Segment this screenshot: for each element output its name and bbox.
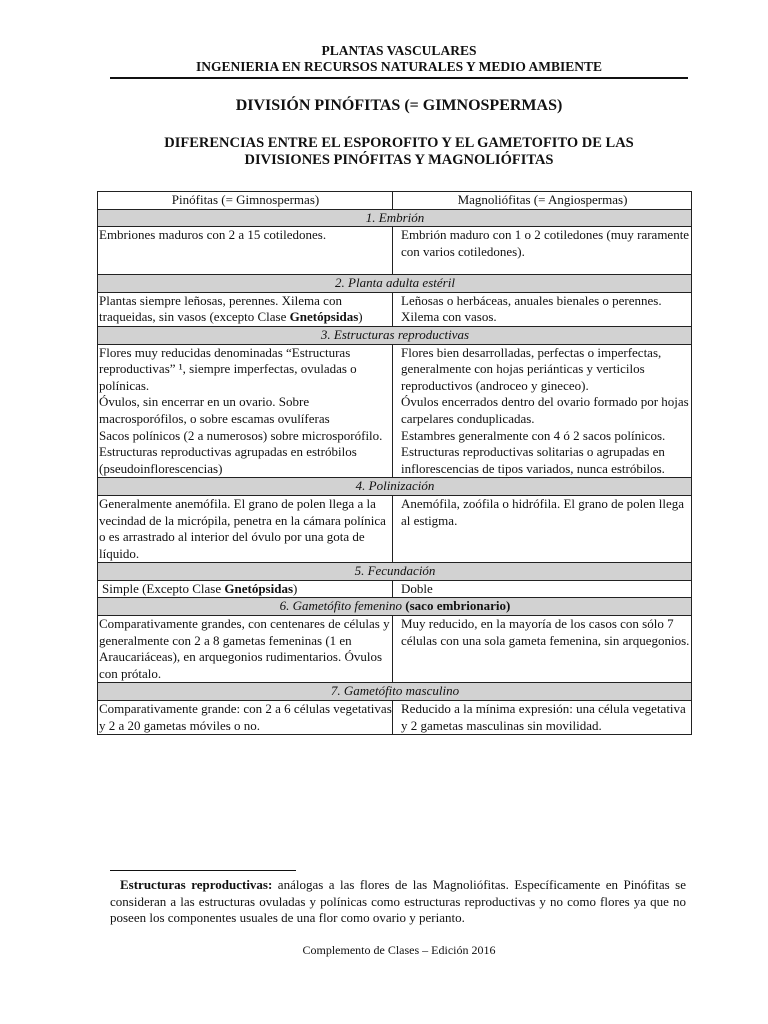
cell-text: Doble	[401, 580, 433, 596]
cell-magnoliofitas-polinizacion	[393, 495, 692, 562]
footnote-separator	[110, 870, 296, 871]
subtitle-line-1: DIFERENCIAS ENTRE EL ESPOROFITO Y EL GAMETOFITO DE LAS	[164, 135, 634, 151]
cell-text: Embrión maduro con 1 o 2 cotiledones (muy raramente con varios cotiledones).	[401, 227, 690, 259]
table-row	[98, 227, 692, 275]
table-row	[98, 292, 692, 326]
subtitle-line-2: DIVISIONES PINÓFITAS Y MAGNOLIÓFITAS	[244, 152, 554, 168]
cell-text: Estambres generalmente con 4 ó 2 sacos polínicos.	[401, 427, 666, 443]
cell-magnoliofitas-embrion	[393, 227, 692, 275]
header-course: PLANTAS VASCULARES	[321, 43, 477, 58]
section-header-fecundacion: 5. Fecundación	[98, 563, 692, 581]
cell-text: Reducido a la mínima expresión: una célula vegetativa y 2 gametas masculinas sin movilidad.	[401, 701, 686, 733]
cell-text: Muy reducido, en la mayoría de los casos con sólo 7 células con una sola gameta femenina, sin arquegonios.	[401, 616, 690, 648]
cell-magnoliofitas-gametofito-masculino	[393, 701, 692, 735]
cell-pinofitas-polinizacion	[98, 495, 393, 562]
cell-text: Anemófila, zoófila o hidrófila. El grano de polen llega al estigma.	[401, 495, 685, 528]
footnote-term: Estructuras reproductivas:	[120, 877, 273, 892]
cell-magnoliofitas-estructuras	[393, 344, 692, 478]
cell-text: Sacos polínicos (2 a numerosos) sobre microsporófilo.	[99, 427, 383, 443]
section-title: 6. Gametófito femenino	[279, 598, 403, 614]
table-row	[98, 580, 692, 598]
cell-text: Óvulos encerrados dentro del ovario formado por hojas carpelares conduplicadas.	[401, 394, 689, 426]
cell-magnoliofitas-fecundacion	[393, 580, 692, 598]
cell-text: )	[293, 580, 298, 596]
table-row	[98, 616, 692, 683]
table-row	[98, 495, 692, 562]
table-header-row	[98, 192, 692, 210]
section-header-estructuras: 3. Estructuras reproductivas	[98, 326, 692, 344]
footnote	[110, 877, 686, 927]
column-header-pinofitas: Pinófitas (= Gimnospermas)	[98, 192, 393, 210]
cell-pinofitas-planta-adulta	[98, 292, 393, 326]
cell-text-bold: Gnetópsidas	[289, 309, 359, 325]
section-title-suffix: (saco embrionario)	[405, 598, 511, 614]
cell-text: Plantas siempre leñosas, perennes. Xilema con traqueidas, sin vasos (excepto Clase	[99, 292, 342, 325]
cell-text: Embriones maduros con 2 a 15 cotiledones.	[99, 227, 327, 243]
cell-text: Generalmente anemófila. El grano de polen llega a la vecindad de la micrópila, penetra en la cámara polínica o es arrastrado al interior del óvulo por una gota de líquido.	[99, 495, 386, 561]
cell-text: Flores muy reducidas denominadas “Estructuras reproductivas” ¹, siempre imperfectas, ovuladas o polínicas.	[99, 344, 357, 393]
section-header-polinizacion: 4. Polinización	[98, 478, 692, 496]
table-row	[98, 344, 692, 478]
cell-pinofitas-gametofito-masculino	[98, 701, 393, 735]
cell-text: Comparativamente grandes, con centenares de células y generalmente con 2 a 8 gametas femeninas (1 en Araucariáceas), en arquegonios rudimentarios. Óvulos con prótalo.	[99, 616, 390, 681]
cell-text: Comparativamente grande: con 2 a 6 células vegetativas y 2 a 20 gametas móviles o no.	[99, 701, 392, 733]
section-header-embrion: 1. Embrión	[98, 209, 692, 227]
page-subtitle	[130, 135, 668, 169]
cell-magnoliofitas-planta-adulta	[393, 292, 692, 326]
page-title: DIVISIÓN PINÓFITAS (= GIMNOSPERMAS)	[235, 97, 563, 114]
section-header-planta-adulta: 2. Planta adulta estéril	[98, 275, 692, 293]
cell-text: )	[358, 309, 363, 325]
header-program: INGENIERIA EN RECURSOS NATURALES Y MEDIO AMBIENTE	[195, 59, 603, 74]
section-header-gametofito-masculino: 7. Gametófito masculino	[98, 683, 692, 701]
cell-pinofitas-gametofito-femenino	[98, 616, 393, 683]
column-header-magnoliofitas: Magnoliófitas (= Angiospermas)	[393, 192, 692, 210]
header-divider	[110, 77, 688, 79]
page-footer: Complemento de Clases – Edición 2016	[302, 943, 496, 957]
cell-text-bold: Gnetópsidas	[224, 580, 294, 596]
section-header-gametofito-femenino	[98, 598, 692, 616]
cell-text: Flores bien desarrolladas, perfectas o imperfectas, generalmente con hojas periánticas y verticilos reproductivos (androceo y gineceo).	[401, 344, 662, 393]
cell-magnoliofitas-gametofito-femenino	[393, 616, 692, 683]
cell-text: Leñosas o herbáceas, anuales bienales o perennes. Xilema con vasos.	[401, 292, 662, 325]
cell-text: Estructuras reproductivas agrupadas en estróbilos (pseudoinflorescencias)	[99, 444, 357, 476]
cell-text: Simple (Excepto Clase	[102, 580, 225, 596]
cell-text: Óvulos, sin encerrar en un ovario. Sobre macrosporófilos, o sobre escamas ovulíferas	[99, 394, 330, 426]
cell-pinofitas-estructuras	[98, 344, 393, 478]
cell-pinofitas-fecundacion	[98, 580, 393, 598]
footnote-text: análogas a las flores de las Magnoliófitas. Específicamente en Pinófitas se consideran a las estructuras ovuladas y polínicas como estructuras reproductivas y no como flores ya que no poseen los componentes usuales de una flor como ovario y perianto.	[110, 877, 686, 926]
table-row	[98, 701, 692, 735]
cell-text: Estructuras reproductivas solitarias o agrupadas en inflorescencias de tipos variados, nunca estróbilos.	[401, 444, 665, 476]
comparison-table	[97, 191, 692, 735]
page-header	[110, 43, 688, 75]
cell-pinofitas-embrion	[98, 227, 393, 275]
